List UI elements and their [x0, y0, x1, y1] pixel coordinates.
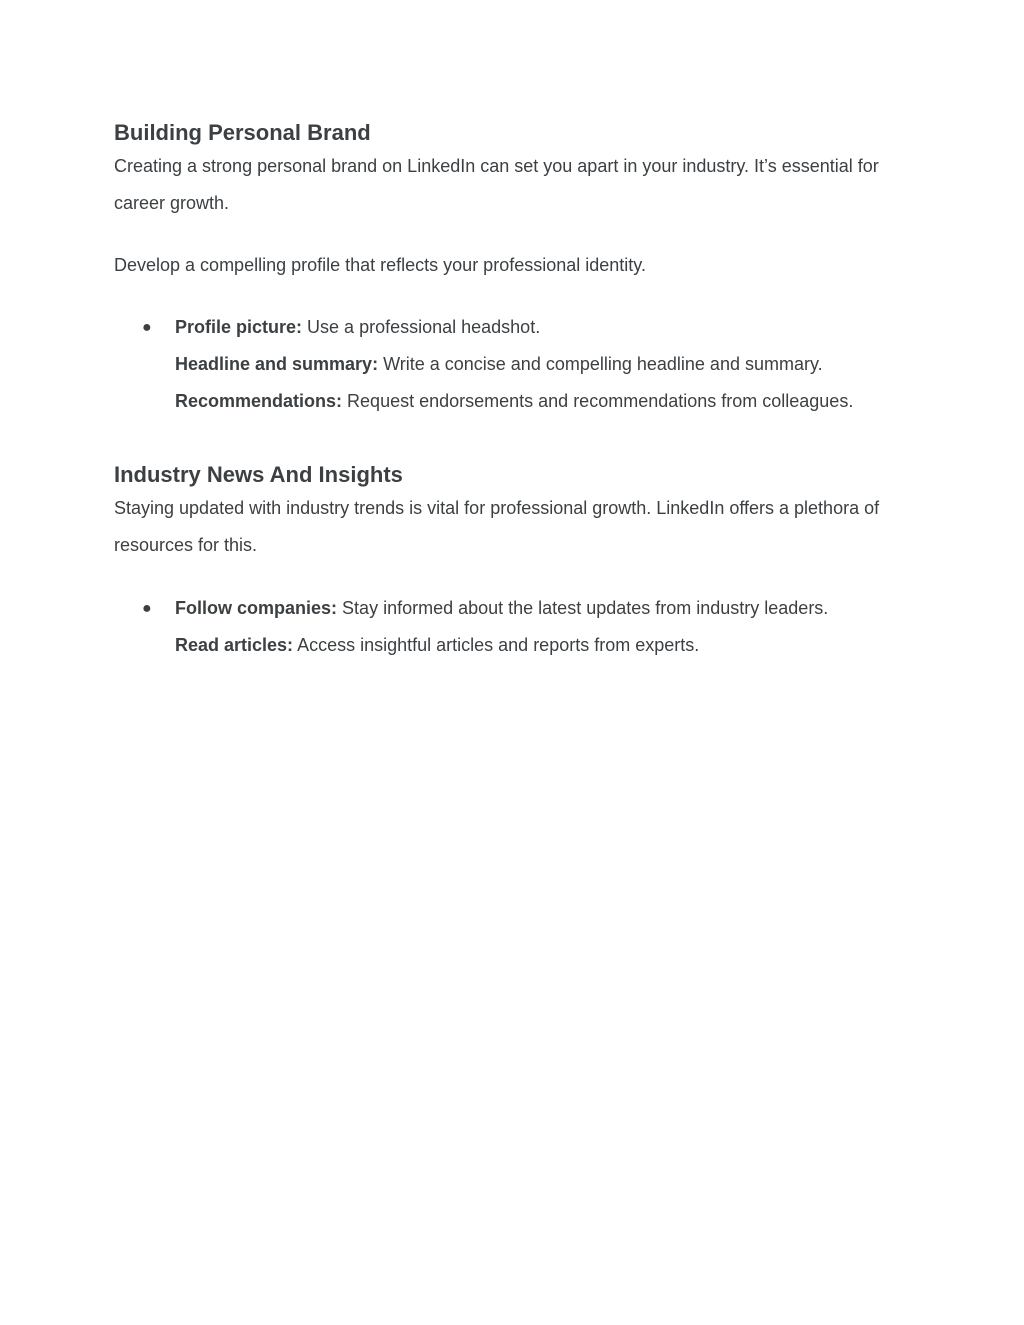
list-item	[175, 309, 914, 346]
document-page	[114, 118, 914, 664]
section-intro-personal-brand: Creating a strong personal brand on LinkedIn can set you apart in your industry. It’s essential for career growth.	[114, 156, 879, 213]
section-heading-industry-news: Industry News And Insights	[114, 462, 403, 487]
industry-news-list	[114, 590, 914, 664]
list-item	[175, 383, 914, 420]
list-item-text: Write a concise and compelling headline and summary.	[383, 354, 823, 374]
list-item-text: Access insightful articles and reports from experts.	[297, 635, 700, 655]
list-item	[175, 590, 914, 627]
profile-paragraph: Develop a compelling profile that reflects your professional identity.	[114, 255, 646, 275]
bullet-icon: ●	[142, 319, 152, 336]
section-heading-personal-brand: Building Personal Brand	[114, 120, 371, 145]
list-item-label: Recommendations:	[175, 391, 343, 411]
list-item-label: Read articles:	[175, 635, 294, 655]
list-item-text: Stay informed about the latest updates from industry leaders.	[342, 598, 829, 618]
list-item-label: Headline and summary:	[175, 354, 379, 374]
list-item-label: Profile picture:	[175, 317, 303, 337]
list-item	[175, 346, 914, 383]
list-item-text: Request endorsements and recommendations from colleagues.	[347, 391, 854, 411]
list-item-label: Follow companies:	[175, 598, 338, 618]
personal-brand-list	[114, 309, 914, 420]
section-intro-industry-news: Staying updated with industry trends is vital for professional growth. LinkedIn offers a plethora of resources for this.	[114, 498, 880, 555]
bullet-icon: ●	[142, 600, 152, 617]
list-item	[175, 627, 914, 664]
list-item-text: Use a professional headshot.	[307, 317, 541, 337]
